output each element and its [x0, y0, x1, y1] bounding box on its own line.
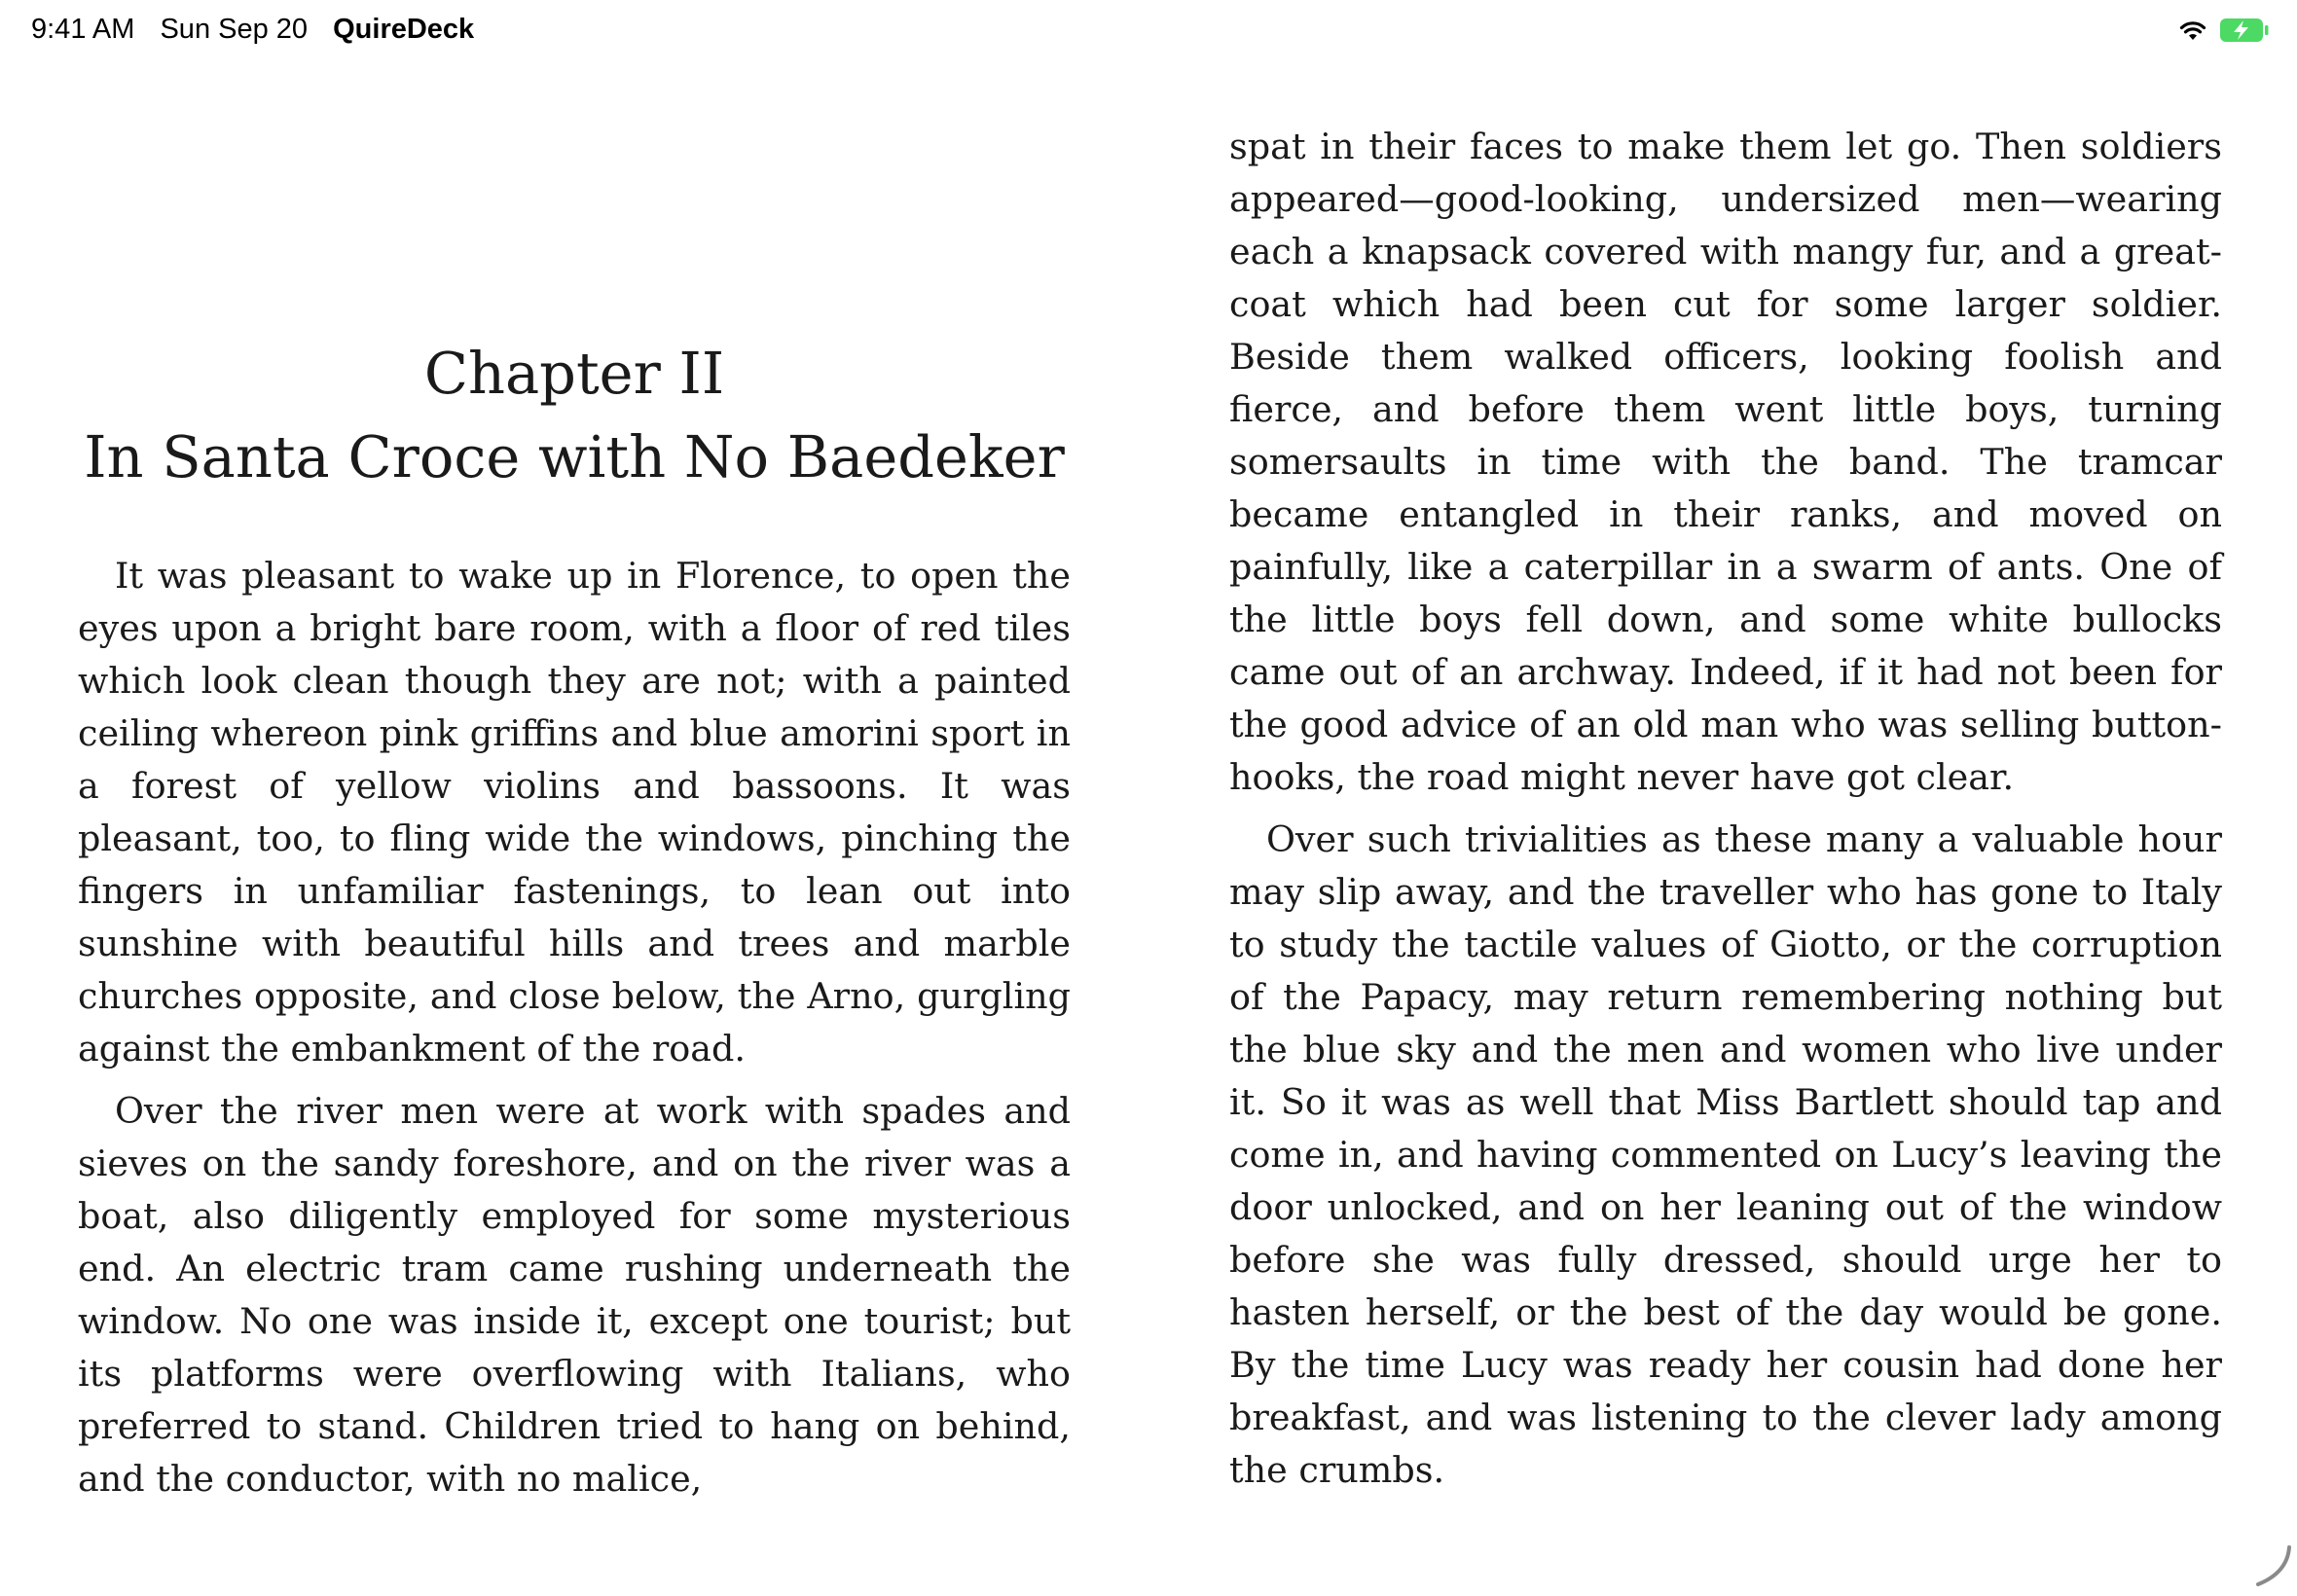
wifi-icon	[2178, 18, 2207, 42]
chapter-heading	[78, 333, 1071, 500]
chapter-number: Chapter II	[423, 340, 725, 407]
paragraph: spat in their faces to make them let go. Then soldiers appeared—good-looking, undersized men—wearing each a knapsack covered with mangy fur, and a great-coat which had been cut for some larger soldier. Beside them walked officers, looking foolish and fierce, and before them went little boys, turning somersaults in time with the band. The tramcar became entangled in their ranks, and moved on painfully, like a caterpillar in a swarm of ants. One of the little boys fell down, and some white bullocks came out of an archway. Indeed, if it had not been for the good advice of an old man who was selling button-hooks, the road might never have got clear.	[1229, 126, 2222, 798]
page-curl-icon[interactable]	[2250, 1545, 2293, 1592]
status-time: 9:41 AM	[31, 14, 135, 45]
status-right	[2178, 18, 2270, 43]
paragraph: It was pleasant to wake up in Florence, to open the eyes upon a bright bare room, with a floor of red tiles which look clean though they are not; with a painted ceiling whereon pink griffins and blue amorini sport in a forest of yellow violins and bassoons. It was pleasant, too, to fling wide the windows, pinching the fingers in unfamiliar fastenings, to lean out into sunshine with beautiful hills and trees and marble churches opposite, and close below, the Arno, gurgling against the embankment of the road.	[78, 555, 1071, 1070]
left-page-text	[78, 550, 1071, 1515]
status-date: Sun Sep 20	[160, 14, 309, 45]
status-bar	[0, 0, 2297, 62]
paragraph: Over such trivialities as these many a valuable hour may slip away, and the traveller who has gone to Italy to study the tactile values of Giotto, or the corruption of the Papacy, may return remembering nothing but the blue sky and the men and women who live under it. So it was as well that Miss Bartlett should tap and come in, and having commented on Lucy’s leaving the door unlocked, and on her leaning out of the window before she was fully dressed, should urge her to hasten herself, or the best of the day would be gone. By the time Lucy was ready her cousin had done her breakfast, and was listening to the clever lady among the crumbs.	[1229, 818, 2222, 1491]
chapter-title: In Santa Croce with No Baedeker	[84, 423, 1065, 490]
right-page-text	[1229, 121, 2222, 1506]
paragraph: Over the river men were at work with spades and sieves on the sandy foreshore, and on the river was a boat, also diligently employed for some mysterious end. An electric tram came rushing underneath the window. No one was inside it, except one tourist; but its platforms were overflowing with Italians, who preferred to stand. Children tried to hang on behind, and the conductor, with no malice,	[78, 1090, 1071, 1500]
app-name: QuireDeck	[333, 14, 475, 45]
status-left	[31, 14, 492, 46]
battery-charging-icon	[2219, 18, 2270, 43]
